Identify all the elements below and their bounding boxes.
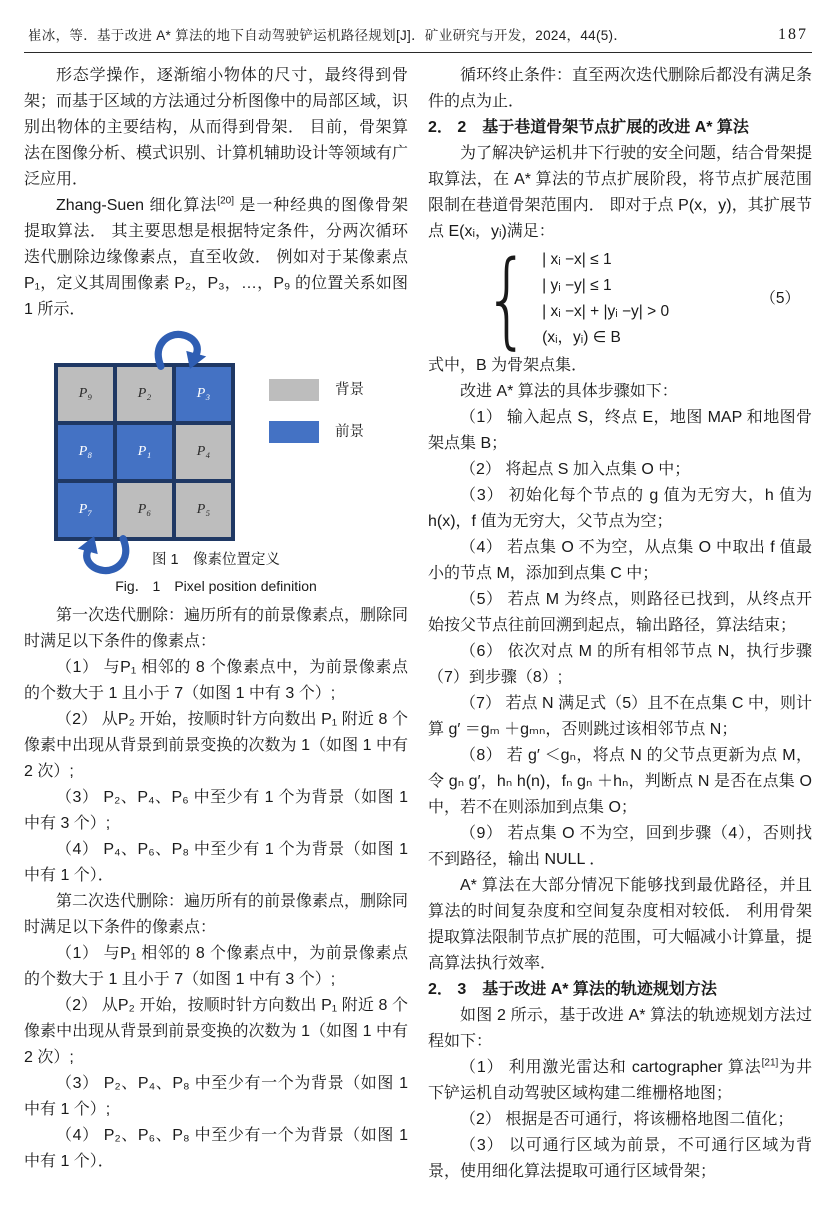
algorithm-step-4: （4） 若点集 O 不为空，从点集 O 中取出 f 值最小的节点 M，添加到点集 C 中； <box>428 539 812 582</box>
steps-intro: 改进 A* 算法的具体步骤如下： <box>460 383 678 400</box>
legend-background-label: 背景 <box>335 382 364 398</box>
algorithm-step-5: （5） 若点 M 为终点，则路径已找到，从终点开始按父节点往前回溯到起点，输出路径，算法结束； <box>428 591 812 634</box>
background-swatch <box>269 379 319 401</box>
section-heading-2-3: 2． 3 基于改进 A* 算法的轨迹规划方法 <box>428 981 717 998</box>
grid-cell-p4: P₄ <box>176 425 231 479</box>
grid-cell-p3: P₃ <box>176 367 231 421</box>
zhang-suen-text: Zhang-Suen 细化算法 <box>56 197 218 214</box>
clockwise-rotate-arrow-icon <box>150 330 208 370</box>
grid-cell-p5: P₅ <box>176 483 231 537</box>
first-iteration-item-3: （3） P₂、P₄、P₆ 中至少有 1 个为背景（如图 1 中有 3 个）; <box>24 789 408 832</box>
second-iteration-item-1: （1） 与P₁ 相邻的 8 个像素点中，为前景像素点的个数大于 1 且小于 7（如图 1 中有 3 个）; <box>24 945 408 988</box>
algorithm-step-9: （9） 若点集 O 不为空，回到步骤（4），否则找不到路径，输出 NULL ． <box>428 825 812 868</box>
legend-background <box>269 377 364 403</box>
second-iteration-item-4: （4） P₂、P₆、P₈ 中至少有一个为背景（如图 1 中有 1 个）． <box>24 1127 408 1170</box>
grid-cell-p2: P₂ <box>117 367 172 421</box>
grid-cell-p6: P₆ <box>117 483 172 537</box>
reference-21: [21] <box>761 1057 779 1069</box>
first-iteration-item-1: （1） 与P₁ 相邻的 8 个像素点中，为前景像素点的个数大于 1 且小于 7（如图 1 中有 3 个）; <box>24 659 408 702</box>
second-iteration-item-2: （2） 从P₂ 开始，按顺时针方向数出 P₁ 附近 8 个像素中出现从背景到前景变换的次数为 1（如图 1 中有 2 次）; <box>24 997 408 1066</box>
citation-text: 崔冰，等．基于改进 A* 算法的地下自动驾驶铲运机路径规划[J]．矿业研究与开发，2024，44(5)． <box>28 28 628 43</box>
first-iteration-item-2: （2） 从P₂ 开始，按顺时针方向数出 P₁ 附近 8 个像素中出现从背景到前景变换的次数为 1（如图 1 中有 2 次）; <box>24 711 408 780</box>
astar-summary-paragraph: A* 算法在大部分情况下能够找到最优路径，并且算法的时间复杂度和空间复杂度相对较低． 利用骨架提取算法限制节点扩展的范围，可大幅减小计算量，提高算法执行效率． <box>428 877 813 972</box>
left-column <box>24 63 408 1185</box>
section-heading-2-2: 2． 2 基于巷道骨架节点扩展的改进 A* 算法 <box>428 119 749 136</box>
second-iteration-intro: 第二次迭代删除：遍历所有的前景像素点，删除同时满足以下条件的像素点： <box>24 893 409 936</box>
equation-5 <box>474 238 812 360</box>
page-number: 187 <box>778 26 808 43</box>
zhang-suen-text-cont: 是一种经典的图像骨架提取算法． 其主要思想是根据特定条件，分两次循环迭代删除边缘像素点，直至收敛． 例如对于某像素点 P₁，定义其周围像素 P₂，P₃，…，P₉ 的位置关系如图 1 所示． <box>24 197 408 318</box>
reference-20: [20] <box>217 195 234 207</box>
algorithm-step-6: （6） 依次对点 M 的所有相邻节点 N，执行步骤（7）到步骤（8）; <box>428 643 812 686</box>
trajectory-step-1 <box>428 1055 812 1107</box>
grid-cell-p1: P₁ <box>117 425 172 479</box>
right-column <box>428 63 812 1185</box>
figure1-caption-zh: 图 1 像素位置定义 <box>151 552 281 568</box>
figure1 <box>54 363 408 541</box>
figure1-caption-en: Fig． 1 Pixel position definition <box>115 578 317 594</box>
paragraph-morphology: 形态学操作，逐渐缩小物体的尺寸，最终得到骨架；而基于区域的方法通过分析图像中的局部区域，识别出物体的主要结构，从而得到骨架． 目前，骨架算法在图像分析、模式识别、计算机辅助设计等领域有广泛应用． <box>24 67 409 188</box>
algorithm-step-7: （7） 若点 N 满足式（5）且不在点集 C 中，则计算 g′ ＝gₘ ＋gₘₙ，否则跳过该相邻节点 N； <box>428 695 812 738</box>
equation-lines <box>542 247 669 351</box>
grid-cell-p8: P₈ <box>58 425 113 479</box>
algorithm-step-1: （1） 输入起点 S，终点 E，地图 MAP 和地图骨架点集 B； <box>428 409 812 452</box>
figure1-legend <box>269 377 364 461</box>
pixel-grid <box>54 363 235 541</box>
paragraph-zhang-suen <box>24 193 408 323</box>
grid-cell-p7: P₇ <box>58 483 113 537</box>
equation-note: 式中，B 为骨架点集． <box>428 357 588 374</box>
section-2-2-paragraph: 为了解决铲运机井下行驶的安全问题，结合骨架提取算法，在 A* 算法的节点扩展阶段，将节点扩展范围限制在巷道骨架范围内． 即对于点 P(x，y)，其扩展节点 E(xᵢ，yᵢ)满足： <box>428 145 813 240</box>
foreground-swatch <box>269 421 319 443</box>
first-iteration-intro: 第一次迭代删除：遍历所有的前景像素点，删除同时满足以下条件的像素点： <box>24 607 409 650</box>
algorithm-step-2: （2） 将起点 S 加入点集 O 中； <box>460 461 691 478</box>
loop-termination-paragraph: 循环终止条件：直至两次迭代删除后都没有满足条件的点为止． <box>428 67 813 110</box>
trajectory-step-3: （3） 以可通行区域为前景，不可通行区域为背景，使用细化算法提取可通行区域骨架； <box>428 1137 812 1180</box>
running-header <box>24 18 812 53</box>
equation-line-4: (xᵢ，yᵢ) ∈ B <box>542 329 621 346</box>
legend-foreground <box>269 419 364 445</box>
section-2-3-paragraph: 如图 2 所示，基于改进 A* 算法的轨迹规划方法过程如下： <box>428 1007 812 1050</box>
equation-number: （5） <box>760 290 800 307</box>
first-iteration-item-4: （4） P₄、P₆、P₈ 中至少有 1 个为背景（如图 1 中有 1 个）． <box>24 841 408 884</box>
equation-line-1: | xᵢ −x| ≤ 1 <box>542 251 612 268</box>
algorithm-step-8: （8） 若 g′ ＜gₙ，将点 N 的父节点更新为点 M，令 gₙ g′，hₙ h(n)，fₙ gₙ ＋hₙ，判断点 N 是否在点集 O 中，若不在则添加到点集 O； <box>428 747 812 816</box>
counterclockwise-rotate-arrow-icon <box>76 535 134 575</box>
algorithm-step-3: （3） 初始化每个节点的 g 值为无穷大，h 值为 h(x)，f 值为无穷大，父节点为空； <box>428 487 812 530</box>
trajectory-step-1-text: （1） 利用激光雷达和 cartographer 算法 <box>460 1059 762 1076</box>
trajectory-step-1-cont: 为井下铲运机自动驾驶区域构建二维栅格地图； <box>428 1059 812 1102</box>
left-brace: { <box>483 238 531 360</box>
equation-line-2: | yᵢ −y| ≤ 1 <box>542 277 612 294</box>
second-iteration-item-3: （3） P₂、P₄、P₈ 中至少有一个为背景（如图 1 中有 1 个）; <box>24 1075 408 1118</box>
trajectory-step-2: （2） 根据是否可通行，将该栅格地图二值化； <box>460 1111 794 1128</box>
legend-foreground-label: 前景 <box>335 424 364 440</box>
equation-line-3: | xᵢ −x| + |yᵢ −y| > 0 <box>542 303 670 320</box>
grid-cell-p9: P₉ <box>58 367 113 421</box>
